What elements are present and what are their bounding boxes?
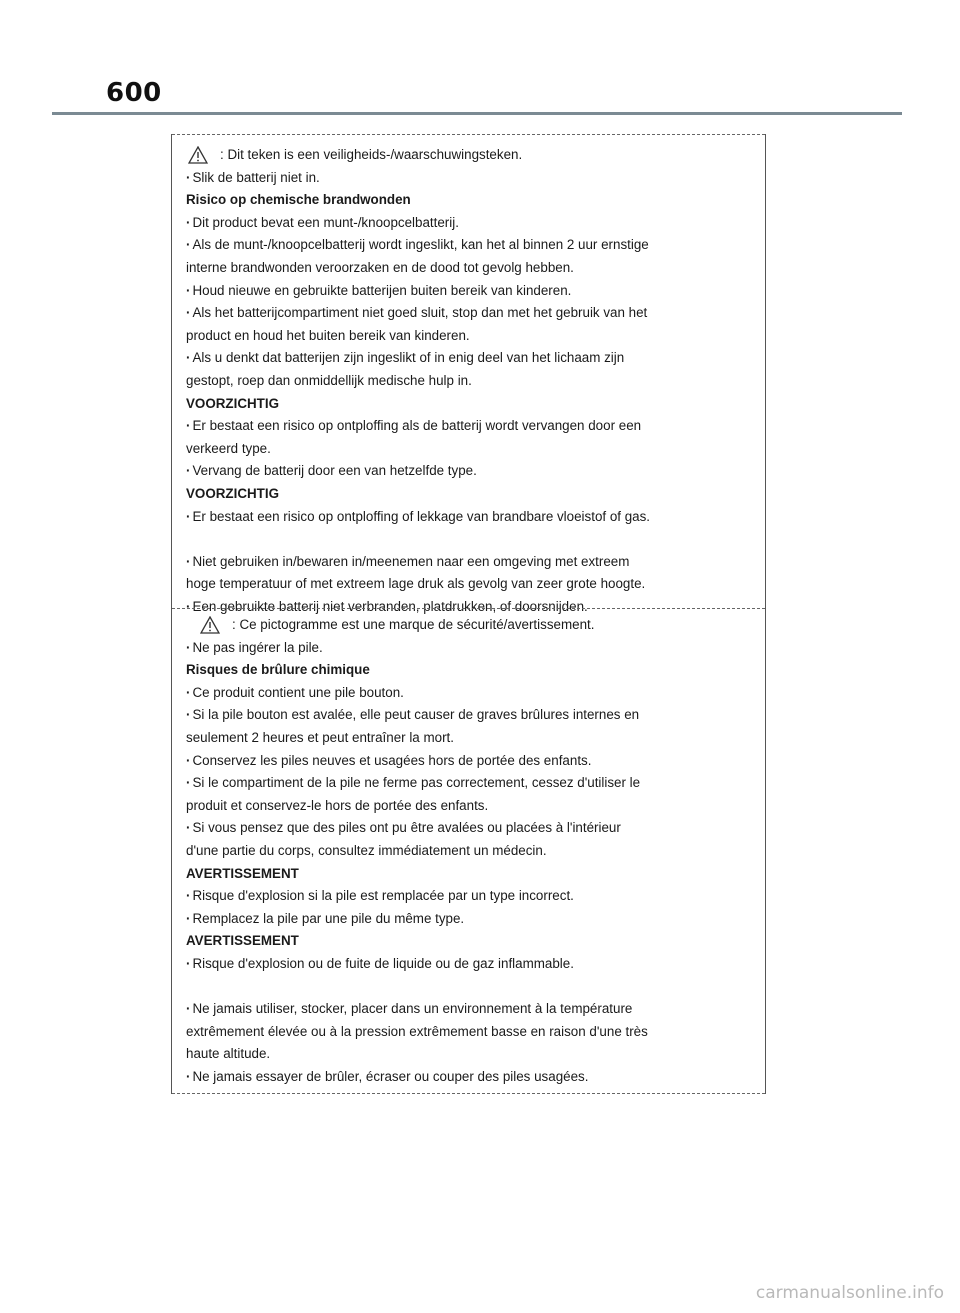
text-line: · Als de munt-/knoopcelbatterij wordt ingeslikt, kan het al binnen 2 uur ernstige — [186, 234, 743, 257]
header-rule — [52, 112, 902, 115]
text-line: · Conservez les piles neuves et usagées hors de portée des enfants. — [186, 750, 743, 773]
text-line: · Ce produit contient une pile bouton. — [186, 682, 743, 705]
text-line: interne brandwonden veroorzaken en de dood tot gevolg hebben. — [186, 259, 574, 275]
text-line: · Si la pile bouton est avalée, elle peut causer de graves brûlures internes en — [186, 704, 743, 727]
french-symbol-line — [186, 614, 743, 637]
text-line: hoge temperatuur of met extreem lage druk als gevolg van zeer grote hoogte. — [186, 576, 646, 592]
text-line: · Vervang de batterij door een van hetzelfde type. — [186, 460, 743, 483]
page-number: 600 — [106, 78, 162, 108]
text-line: produit et conservez-le hors de portée des enfants. — [186, 797, 489, 813]
sheet-top-border — [172, 134, 765, 135]
watermark-text: carmanualsonline.info — [755, 1283, 944, 1303]
text-line: · Risque d'explosion si la pile est remplacée par un type incorrect. — [186, 885, 743, 908]
text-line: · Dit product bevat een munt-/knoopcelbatterij. — [186, 212, 743, 235]
section-divider — [172, 608, 765, 609]
dutch-section — [186, 144, 743, 618]
text-line: · Ne jamais essayer de brûler, écraser ou couper des piles usagées. — [186, 1066, 743, 1089]
blank-line — [186, 976, 743, 999]
section-heading: VOORZICHTIG — [186, 485, 279, 501]
dutch-symbol-line — [186, 144, 743, 167]
section-heading: VOORZICHTIG — [186, 395, 279, 411]
text-line: verkeerd type. — [186, 440, 271, 456]
dutch-lines — [186, 167, 743, 619]
text-line: · Een gebruikte batterij niet verbranden, platdrukken, of doorsnijden. — [186, 596, 743, 619]
french-lines — [186, 637, 743, 1089]
text-line: · Houd nieuwe en gebruikte batterijen buiten bereik van kinderen. — [186, 280, 743, 303]
french-section — [186, 614, 743, 1088]
text-line: · Er bestaat een risico op ontploffing als de batterij wordt vervangen door een — [186, 415, 743, 438]
section-heading: AVERTISSEMENT — [186, 865, 299, 881]
text-line: product en houd het buiten bereik van kinderen. — [186, 327, 470, 343]
text-line: seulement 2 heures et peut entraîner la mort. — [186, 729, 454, 745]
text-line: · Risque d'explosion ou de fuite de liquide ou de gaz inflammable. — [186, 953, 743, 976]
text-line: · Ne pas ingérer la pile. — [186, 637, 743, 660]
section-heading: Risico op chemische brandwonden — [186, 192, 411, 208]
text-line: haute altitude. — [186, 1046, 271, 1062]
blank-line — [186, 528, 743, 551]
text-line: · Ne jamais utiliser, stocker, placer dans un environnement à la température — [186, 998, 743, 1021]
sheet-bottom-border — [172, 1093, 765, 1094]
text-line: · Niet gebruiken in/bewaren in/meenemen naar een omgeving met extreem — [186, 551, 743, 574]
text-line: · Remplacez la pile par une pile du même type. — [186, 908, 743, 931]
text-line: gestopt, roep dan onmiddellijk medische hulp in. — [186, 372, 472, 388]
french-symbol-note: : Ce pictogramme est une marque de sécurité/avertissement. — [232, 617, 595, 632]
text-line: · Si le compartiment de la pile ne ferme pas correctement, cessez d'utiliser le — [186, 772, 743, 795]
dutch-symbol-note: : Dit teken is een veiligheids-/waarschuwingsteken. — [220, 147, 523, 162]
text-line: · Als u denkt dat batterijen zijn ingeslikt of in enig deel van het lichaam zijn — [186, 347, 743, 370]
section-heading: AVERTISSEMENT — [186, 933, 299, 949]
text-line: · Si vous pensez que des piles ont pu être avalées ou placées à l'intérieur — [186, 817, 743, 840]
text-line: · Als het batterijcompartiment niet goed sluit, stop dan met het gebruik van het — [186, 302, 743, 325]
text-line: · Er bestaat een risico op ontploffing of lekkage van brandbare vloeistof of gas. — [186, 506, 743, 529]
text-line: · Slik de batterij niet in. — [186, 167, 743, 190]
text-line: extrêmement élevée ou à la pression extrêmement basse en raison d'une très — [186, 1023, 648, 1039]
battery-warning-sheet — [171, 134, 766, 1094]
warning-triangle-icon — [200, 616, 220, 634]
section-heading: Risques de brûlure chimique — [186, 662, 370, 678]
warning-triangle-icon — [188, 146, 208, 164]
text-line: d'une partie du corps, consultez immédiatement un médecin. — [186, 842, 547, 858]
